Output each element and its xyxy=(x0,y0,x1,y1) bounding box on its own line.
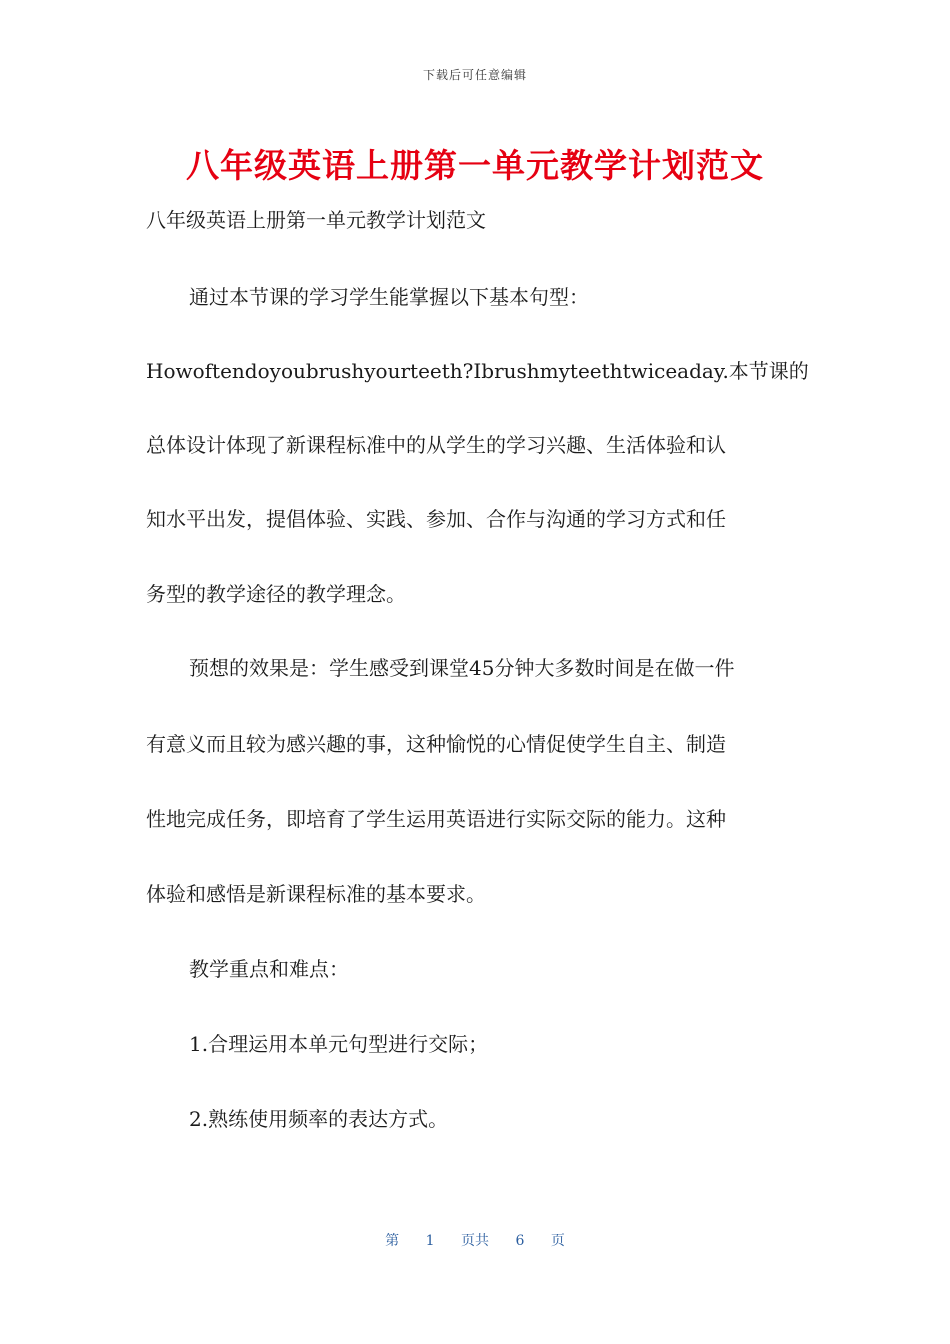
paragraph-line: 体验和感悟是新课程标准的基本要求。 xyxy=(146,882,486,906)
paragraph-line: 务型的教学途径的教学理念。 xyxy=(146,582,406,606)
current-page-number: 1 xyxy=(425,1233,435,1249)
paragraph-line: 总体设计体现了新课程标准中的从学生的学习兴趣、生活体验和认 xyxy=(146,433,726,457)
paragraph-line: 性地完成任务，即培育了学生运用英语进行实际交际的能力。这种 xyxy=(146,807,726,831)
section-heading: 教学重点和难点： xyxy=(189,957,349,981)
total-label: 页共 xyxy=(461,1233,489,1249)
page-label: 第 xyxy=(385,1233,400,1249)
header-note: 下载后可任意编辑 xyxy=(422,68,527,82)
paragraph-line: Howoftendoyoubrushyourteeth?Ibrushmyteethtwiceaday.本节课的 xyxy=(146,359,809,383)
list-item: 2.熟练使用频率的表达方式。 xyxy=(189,1107,449,1131)
list-item: 1.合理运用本单元句型进行交际； xyxy=(189,1032,489,1056)
page-suffix: 页 xyxy=(550,1233,565,1249)
paragraph-line: 知水平出发，提倡体验、实践、参加、合作与沟通的学习方式和任 xyxy=(146,507,726,531)
total-pages-number: 6 xyxy=(515,1233,525,1249)
paragraph-line: 有意义而且较为感兴趣的事，这种愉悦的心情促使学生自主、制造 xyxy=(146,732,726,756)
paragraph-line: 预想的效果是：学生感受到课堂45分钟大多数时间是在做一件 xyxy=(189,656,735,680)
paragraph-line: 通过本节课的学习学生能掌握以下基本句型： xyxy=(189,285,589,309)
document-title: 八年级英语上册第一单元教学计划范文 xyxy=(186,146,764,185)
page-footer xyxy=(0,1230,950,1250)
subtitle-line: 八年级英语上册第一单元教学计划范文 xyxy=(146,208,486,232)
